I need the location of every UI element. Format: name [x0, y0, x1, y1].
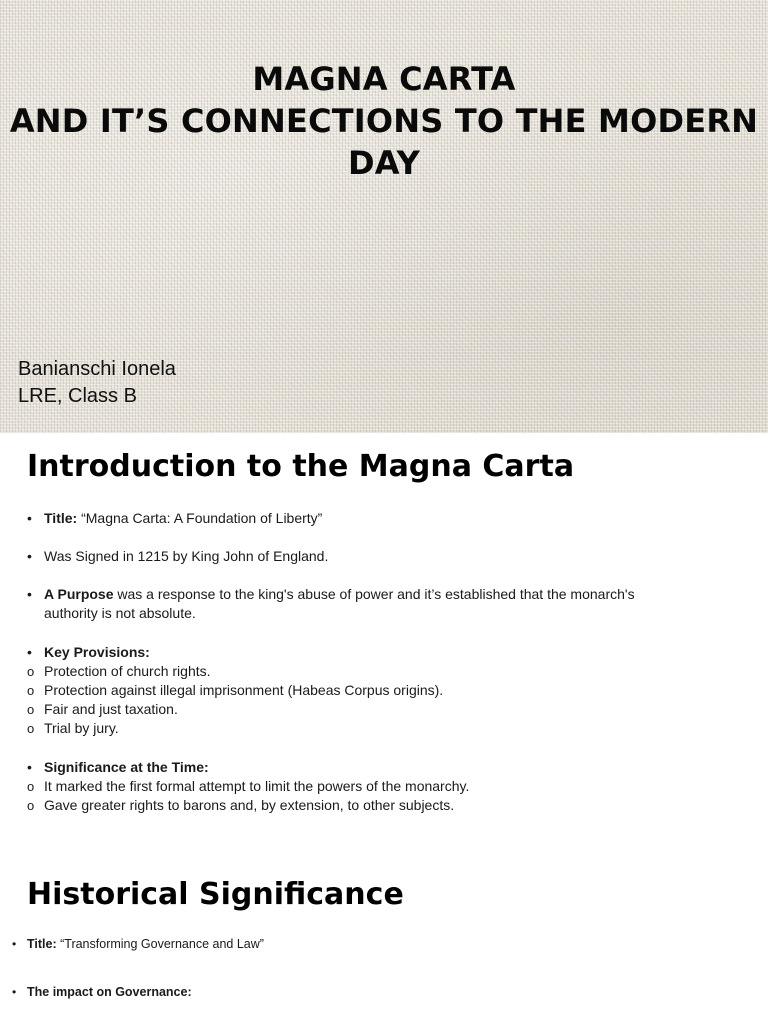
- significance-text: Gave greater rights to barons and, by extension, to other subjects.: [44, 797, 455, 813]
- provision-item: [27, 681, 744, 700]
- purpose-label: A Purpose: [44, 586, 114, 602]
- title-text: “Magna Carta: A Foundation of Liberty”: [77, 510, 323, 526]
- intro-slide: [0, 433, 768, 843]
- sub-marker: o: [27, 683, 35, 698]
- significance-text: It marked the first formal attempt to limit the powers of the monarchy.: [44, 778, 470, 794]
- bullet-marker: •: [12, 937, 17, 951]
- provision-item: [27, 700, 744, 719]
- sub-marker: o: [27, 702, 35, 717]
- bullet-marker: •: [27, 548, 32, 564]
- bullet-provisions: [27, 643, 744, 662]
- history-slide: [0, 843, 768, 1024]
- provisions-label: Key Provisions:: [44, 644, 150, 660]
- bullet-marker: •: [27, 586, 32, 602]
- sub-marker: o: [27, 664, 35, 679]
- signed-text: Was Signed in 1215 by King John of England.: [44, 548, 329, 564]
- bullet-signed: [27, 547, 744, 566]
- history-title-label: Title:: [27, 937, 57, 951]
- title-slide: [0, 0, 768, 433]
- presentation-title: [0, 58, 768, 184]
- provision-text: Fair and just taxation.: [44, 701, 178, 717]
- title-label: Title:: [44, 510, 78, 526]
- history-bullet-impact: [12, 984, 727, 1001]
- author-name: Banianschi Ionela: [18, 358, 176, 380]
- provision-item: [27, 662, 744, 681]
- title-line-2: AND IT’S CONNECTIONS TO THE MODERN: [9, 102, 759, 140]
- provision-text: Protection of church rights.: [44, 663, 211, 679]
- history-bullet-title: [12, 936, 727, 953]
- significance-label: Significance at the Time:: [44, 759, 209, 775]
- purpose-text-line-2: authority is not absolute.: [44, 605, 196, 621]
- provision-item: [27, 719, 744, 738]
- history-heading: Historical Significance: [27, 877, 404, 912]
- purpose-text-line-1: was a response to the king's abuse of power and it’s established that the monarch's: [113, 586, 635, 602]
- bullet-marker: •: [27, 759, 32, 775]
- author-block: [18, 356, 176, 410]
- bullet-marker: •: [12, 985, 17, 999]
- bullet-marker: •: [27, 510, 32, 526]
- bullet-significance: [27, 758, 744, 777]
- history-title-text: “Transforming Governance and Law”: [56, 937, 264, 951]
- significance-item: [27, 796, 744, 815]
- author-class: LRE, Class B: [18, 385, 137, 407]
- title-line-3: DAY: [347, 144, 421, 182]
- impact-label: The impact on Governance:: [27, 985, 192, 999]
- sub-marker: o: [27, 779, 35, 794]
- sub-marker: o: [27, 721, 35, 736]
- provision-text: Trial by jury.: [44, 720, 119, 736]
- bullet-title: [27, 509, 744, 528]
- provision-text: Protection against illegal imprisonment (Habeas Corpus origins).: [44, 682, 444, 698]
- intro-heading: Introduction to the Magna Carta: [27, 449, 575, 484]
- bullet-purpose: [27, 585, 744, 623]
- bullet-marker: •: [27, 644, 32, 660]
- sub-marker: o: [27, 798, 35, 813]
- title-line-1: MAGNA CARTA: [252, 60, 516, 98]
- significance-item: [27, 777, 744, 796]
